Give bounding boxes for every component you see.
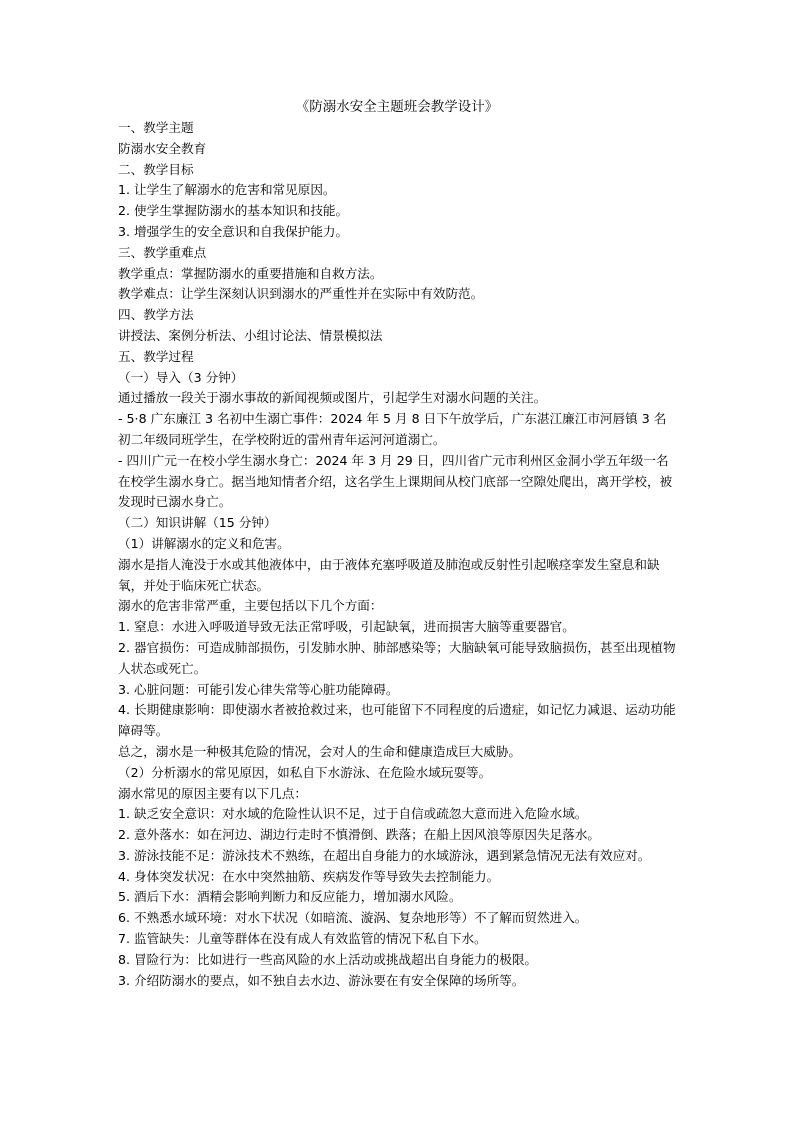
list-item: 3. 心脏问题：可能引发心律失常等心脏功能障碍。 bbox=[118, 681, 399, 697]
paragraph: （2）分析溺水的常见原因，如私自下水游泳、在危险水域玩耍等。 bbox=[118, 764, 492, 780]
list-item: 1. 窒息：水进入呼吸道导致无法正常呼吸，引起缺氧，进而损害大脑等重要器官。 bbox=[118, 619, 575, 635]
list-item: 8. 冒险行为：比如进行一些高风险的水上活动或挑战超出自身能力的极限。 bbox=[118, 951, 538, 967]
list-item: 2. 器官损伤：可造成肺部损伤，引发肺水肿、肺部感染等；大脑缺氧可能导致脑损伤，甚至出现植物人状态或死亡。 bbox=[118, 639, 676, 676]
subheading-intro: （一）导入（3 分钟） bbox=[118, 369, 244, 385]
list-item: 2. 使学生掌握防溺水的基本知识和技能。 bbox=[118, 203, 349, 219]
list-item: 1. 让学生了解溺水的危害和常见原因。 bbox=[118, 182, 336, 198]
list-item: 7. 监管缺失：儿童等群体在没有成人有效监管的情况下私自下水。 bbox=[118, 931, 487, 947]
paragraph: 溺水的危害非常严重，主要包括以下几个方面： bbox=[118, 598, 383, 614]
list-item: 4. 长期健康影响：即使溺水者被抢救过来，也可能留下不同程度的后遗症，如记忆力减退、运动功能障碍等。 bbox=[118, 702, 676, 739]
paragraph: 教学难点：让学生深刻认识到溺水的严重性并在实际中有效防范。 bbox=[118, 286, 484, 302]
list-item: 1. 缺乏安全意识：对水域的危险性认识不足，过于自信或疏忽大意而进入危险水域。 bbox=[118, 806, 588, 822]
list-item: 6. 不熟悉水域环境：对水下状况（如暗流、漩涡、复杂地形等）不了解而贸然进入。 bbox=[118, 910, 588, 926]
heading-process: 五、教学过程 bbox=[118, 348, 194, 364]
list-item: 3. 增强学生的安全意识和自我保护能力。 bbox=[118, 223, 349, 239]
list-item: 2. 意外落水：如在河边、湖边行走时不慎滑倒、跌落；在船上因风浪等原因失足落水。 bbox=[118, 827, 600, 843]
paragraph: 讲授法、案例分析法、小组讨论法、情景模拟法 bbox=[118, 327, 383, 343]
paragraph: （1）讲解溺水的定义和危害。 bbox=[118, 535, 290, 551]
list-item: 3. 游泳技能不足：游泳技术不熟练，在超出自身能力的水域游泳，遇到紧急情况无法有效应对。 bbox=[118, 847, 651, 863]
case-item: - 5·8 广东廉江 3 名初中生溺亡事件：2024 年 5 月 8 日下午放学后，广东湛江廉江市河唇镇 3 名初二年级同班学生，在学校附近的雷州青年运河河道溺亡。 bbox=[118, 411, 667, 447]
case-item: - 四川广元一在校小学生溺水身亡：2024 年 3 月 29 日，四川省广元市利州区金洞小学五年级一名在校学生溺水身亡。据当地知情者介绍，这名学生上课期间从校门底部一空隙处爬出，离开学校，被发现时已溺水身亡。 bbox=[118, 452, 673, 510]
paragraph: 防溺水安全教育 bbox=[118, 140, 207, 156]
list-item: 4. 身体突发状况：在水中突然抽筋、疾病发作等导致失去控制能力。 bbox=[118, 868, 500, 884]
paragraph: 通过播放一段关于溺水事故的新闻视频或图片，引起学生对溺水问题的关注。 bbox=[118, 390, 547, 406]
heading-key-points: 三、教学重难点 bbox=[118, 244, 207, 260]
paragraph: 溺水常见的原因主要有以下几点： bbox=[118, 785, 307, 801]
heading-topic: 一、教学主题 bbox=[118, 120, 194, 135]
subheading-knowledge: （二）知识讲解（15 分钟） bbox=[118, 515, 277, 531]
paragraph: 教学重点：掌握防溺水的重要措施和自救方法。 bbox=[118, 265, 383, 281]
document-body bbox=[118, 118, 678, 991]
heading-objectives: 二、教学目标 bbox=[118, 161, 194, 177]
paragraph: 总之，溺水是一种极其危险的情况，会对人的生命和健康造成巨大威胁。 bbox=[118, 743, 521, 759]
paragraph: 3. 介绍防溺水的要点，如不独自去水边、游泳要在有安全保障的场所等。 bbox=[118, 972, 525, 988]
heading-methods: 四、教学方法 bbox=[118, 307, 194, 323]
document-title: 《防溺水安全主题班会教学设计》 bbox=[295, 99, 499, 115]
paragraph: 溺水是指人淹没于水或其他液体中，由于液体充塞呼吸道及肺泡或反射性引起喉痉挛发生窒息和缺氧，并处于临床死亡状态。 bbox=[118, 556, 660, 593]
list-item: 5. 酒后下水：酒精会影响判断力和反应能力，增加溺水风险。 bbox=[118, 889, 462, 905]
